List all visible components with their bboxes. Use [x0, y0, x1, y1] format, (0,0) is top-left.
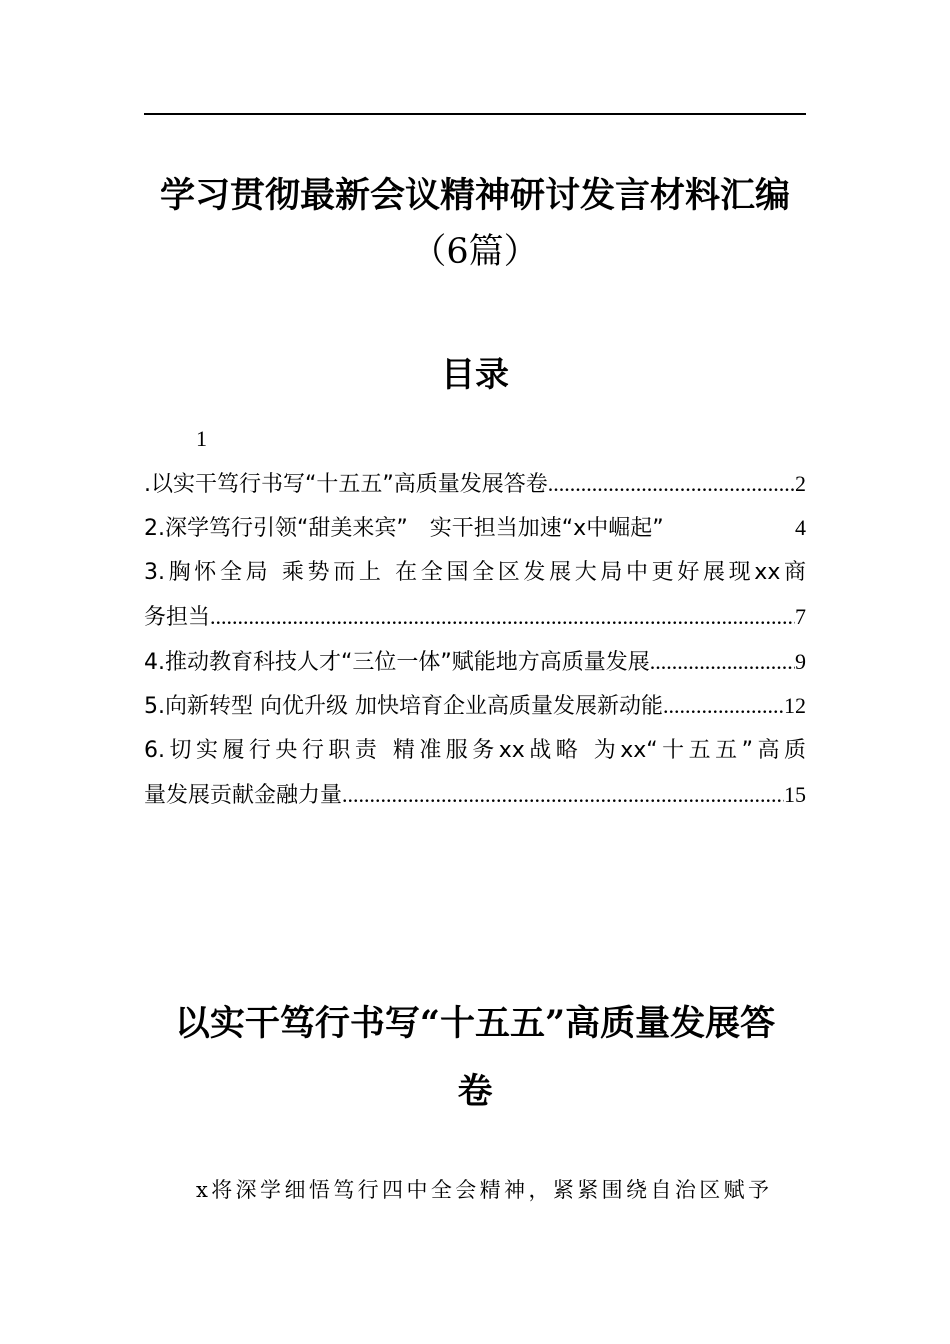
toc-entry-page: 4 [795, 515, 806, 540]
document-title-line1: 学习贯彻最新会议精神研讨发言材料汇编 [159, 175, 790, 216]
toc-entry-text: 6.切实履行央行职责 精准服务xx战略 为xx“十五五”高质 [144, 737, 806, 763]
toc-entry-page: 9 [795, 648, 806, 674]
toc-entry-3-line2[interactable] [144, 595, 806, 640]
toc-heading: 目录 [441, 355, 509, 395]
document-title [144, 168, 806, 280]
section-title [144, 990, 806, 1126]
toc-entry-text: 4.推动教育科技人才“三位一体”赋能地方高质量发展 [144, 649, 650, 675]
toc-entry-5[interactable] [144, 684, 806, 729]
toc-entry-text: .以实干笃行书写“十五五”高质量发展答卷 [144, 471, 548, 497]
body-paragraph: x将深学细悟笃行四中全会精神，紧紧围绕自治区赋予 [196, 1178, 773, 1202]
toc-leader-dots [210, 595, 795, 640]
toc-entry-text: 5.向新转型 向优升级 加快培育企业高质量发展新动能 [144, 694, 663, 719]
section-title-line1: 以实干笃行书写“十五五”高质量发展答 [174, 1003, 776, 1044]
toc-leader-dots [650, 640, 795, 685]
toc-entry-6-line1[interactable] [144, 729, 806, 774]
toc-entry-page: 12 [784, 693, 806, 718]
toc-leader-dots [548, 462, 795, 507]
toc-entry-page: 15 [784, 782, 806, 807]
toc-entry-6-line2[interactable] [144, 773, 806, 818]
toc-entry-page: 2 [795, 470, 806, 496]
table-of-contents [144, 417, 806, 818]
toc-entry-text: 量发展贡献金融力量 [144, 783, 343, 808]
toc-lead-number: 1 [196, 426, 207, 451]
toc-entry-3-line1[interactable] [144, 551, 806, 596]
toc-entry-text: 2.深学笃行引领“甜美来宾” 实干担当加速“x中崛起” [144, 516, 664, 541]
toc-leader-dots [342, 773, 784, 818]
toc-leader-dots [663, 684, 784, 729]
toc-entry-4[interactable] [144, 640, 806, 685]
document-title-line2: （6篇） [411, 232, 539, 272]
toc-entry-2[interactable] [144, 506, 806, 551]
toc-entry-page: 7 [795, 604, 806, 629]
header-rule [144, 113, 806, 115]
toc-entry-text: 3.胸怀全局 乘势而上 在全国全区发展大局中更好展现xx商 [144, 559, 806, 585]
section-title-line2: 卷 [457, 1071, 493, 1112]
toc-entry-1[interactable] [144, 462, 806, 507]
toc-entry-text: 务担当 [144, 605, 211, 630]
